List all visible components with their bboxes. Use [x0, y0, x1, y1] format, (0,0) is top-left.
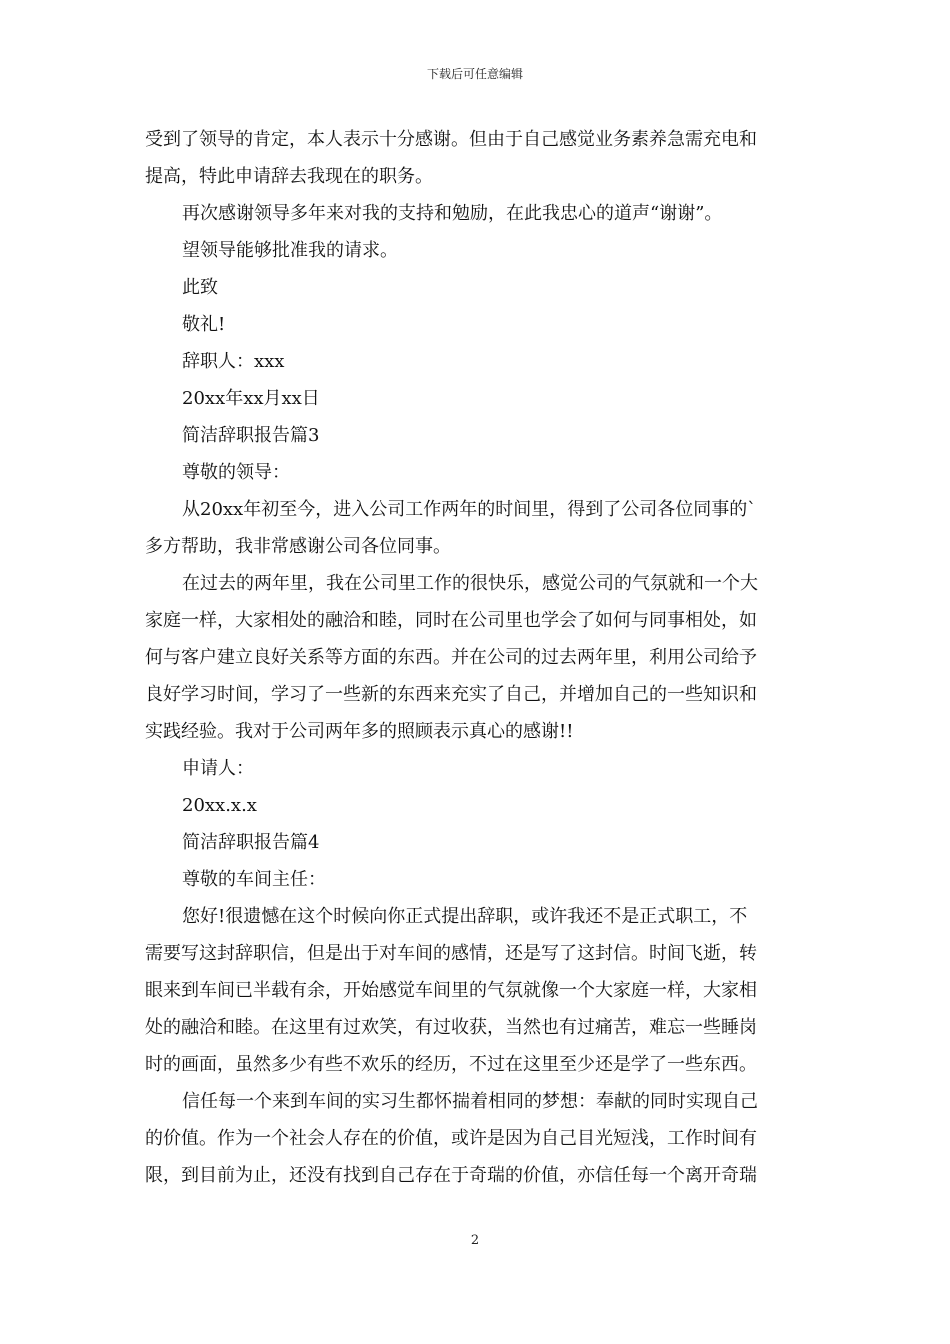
document-body: [145, 121, 807, 1194]
text-line: 处的融洽和睦。在这里有过欢笑，有过收获，当然也有过痛苦，难忘一些睡岗: [145, 1017, 757, 1038]
text-line: 时的画面，虽然多少有些不欢乐的经历，不过在这里至少还是学了一些东西。: [145, 1054, 757, 1075]
salutation-regards: 敬礼!: [182, 314, 226, 335]
text-line: 提高，特此申请辞去我现在的职务。: [145, 166, 433, 187]
signature-line: 申请人：: [182, 758, 254, 779]
salutation-closing: 此致: [182, 277, 218, 298]
text-line: 受到了领导的肯定，本人表示十分感谢。但由于自己感觉业务素养急需充电和: [145, 129, 757, 150]
greeting-line: 尊敬的车间主任：: [182, 869, 326, 890]
text-line: 在过去的两年里，我在公司里工作的很快乐，感觉公司的气氛就和一个大: [182, 573, 758, 594]
page-header: 下载后可任意编辑: [426, 67, 523, 81]
text-line: 再次感谢领导多年来对我的支持和勉励，在此我忠心的道声“谢谢”。: [182, 203, 723, 224]
section-title: 简洁辞职报告篇3: [182, 425, 320, 446]
date-line: 20xx年xx月xx日: [182, 388, 320, 409]
date-line: 20xx.x.x: [182, 795, 257, 816]
greeting-line: 尊敬的领导：: [182, 462, 290, 483]
text-line: 您好!很遗憾在这个时候向你正式提出辞职，或许我还不是正式职工，不: [182, 906, 748, 927]
text-line: 望领导能够批准我的请求。: [182, 240, 398, 261]
signature-line: 辞职人：xxx: [182, 351, 285, 372]
text-line: 需要写这封辞职信，但是出于对车间的感情，还是写了这封信。时间飞逝，转: [145, 943, 757, 964]
text-line: 家庭一样，大家相处的融洽和睦，同时在公司里也学会了如何与同事相处，如: [145, 610, 757, 631]
text-line: 实践经验。我对于公司两年多的照顾表示真心的感谢!!: [145, 721, 574, 742]
text-line: 从20xx年初至今，进入公司工作两年的时间里，得到了公司各位同事的`: [182, 499, 757, 520]
text-line: 多方帮助，我非常感谢公司各位同事。: [145, 536, 451, 557]
text-line: 限，到目前为止，还没有找到自己存在于奇瑞的价值，亦信任每一个离开奇瑞: [145, 1165, 757, 1186]
page-number: 2: [470, 1233, 480, 1248]
text-line: 何与客户建立良好关系等方面的东西。并在公司的过去两年里，利用公司给予: [145, 647, 757, 668]
text-line: 眼来到车间已半载有余，开始感觉车间里的气氛就像一个大家庭一样，大家相: [145, 980, 757, 1001]
text-line: 信任每一个来到车间的实习生都怀揣着相同的梦想：奉献的同时实现自己: [182, 1091, 758, 1112]
section-title: 简洁辞职报告篇4: [182, 832, 320, 853]
text-line: 良好学习时间，学习了一些新的东西来充实了自己，并增加自己的一些知识和: [145, 684, 757, 705]
text-line: 的价值。作为一个社会人存在的价值，或许是因为自己目光短浅，工作时间有: [145, 1128, 757, 1149]
